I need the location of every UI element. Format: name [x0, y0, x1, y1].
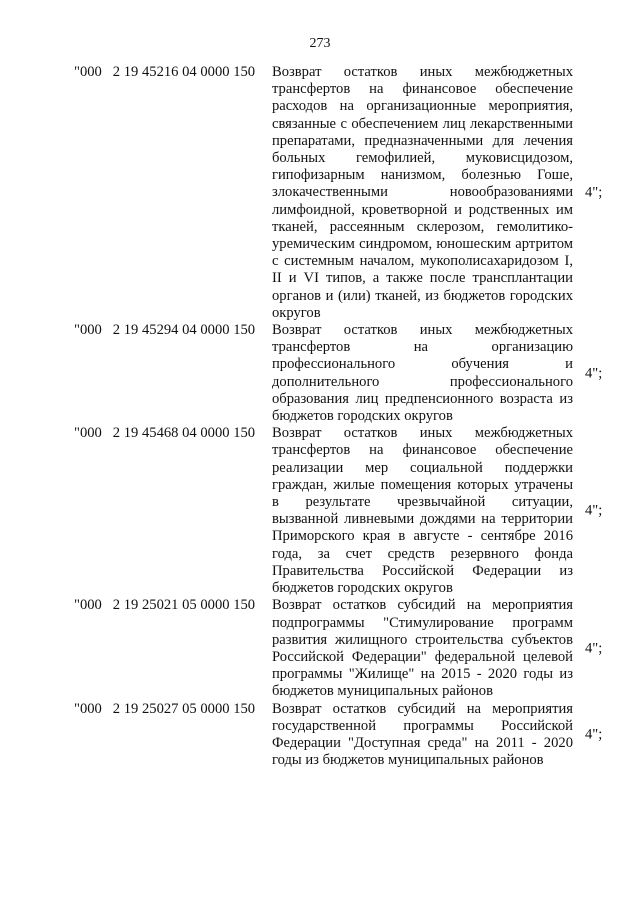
row-description: Возврат остатков иных межбюджетных трансфертов на организацию профессионального обучения и дополнительного профессионального образования лиц предпенсионного возраста из бюджетов городских округов — [272, 322, 573, 425]
table-row — [0, 322, 640, 425]
row-value: 4"; — [585, 184, 603, 201]
row-value: 4"; — [585, 365, 603, 382]
row-value: 4"; — [585, 640, 603, 657]
row-value: 4"; — [585, 502, 603, 519]
budget-code: "000 2 19 45216 04 0000 150 — [74, 64, 256, 80]
table-row — [0, 597, 640, 700]
budget-code: "000 2 19 45468 04 0000 150 — [74, 425, 256, 442]
row-description: Возврат остатков иных межбюджетных трансфертов на финансовое обеспечение расходов на организационные мероприятия, связанные с обеспечением лиц лекарственными препаратами, предназначенными для лечения больных гемофилией, муковисцидозом, гипофизарным нанизмом, болезнью Гоше, злокачественными новообразованиями лимфоидной, кроветворной и родственных им тканей, рассеянным склерозом, гемолитико-уремическим синдромом, юношеским артритом с системным началом, мукополисахаридозом I, II и VI типов, а также после трансплантации органов и (или) тканей, из бюджетов городских округов — [272, 64, 573, 321]
row-value: 4"; — [585, 726, 603, 743]
budget-code: "000 2 19 25027 05 0000 150 — [74, 700, 256, 717]
page-number: 273 — [309, 36, 331, 51]
table-row — [0, 425, 640, 597]
table-row — [0, 701, 640, 770]
row-description: Возврат остатков субсидий на мероприятия государственной программы Российской Федерации "Доступная среда" на 2011 - 2020 годы из бюджетов муниципальных районов — [272, 700, 573, 769]
row-description: Возврат остатков иных межбюджетных трансфертов на финансовое обеспечение реализации мер социальной поддержки граждан, жилые помещения которых утрачены в результате чрезвычайной ситуации, вызванной ливневыми дождями на территории Приморского края в августе - сентябре 2016 года, за счет средств резервного фонда Правительства Российской Федерации из бюджетов городских округов — [272, 425, 573, 597]
row-description: Возврат остатков субсидий на мероприятия подпрограммы "Стимулирование программ развития жилищного строительства субъектов Российской Федерации" федеральной целевой программы "Жилище" на 2015 - 2020 годы из бюджетов муниципальных районов — [272, 597, 573, 700]
table-row — [0, 64, 640, 322]
budget-code: "000 2 19 45294 04 0000 150 — [74, 322, 256, 339]
budget-code-table — [0, 64, 640, 769]
budget-code: "000 2 19 25021 05 0000 150 — [74, 597, 256, 614]
